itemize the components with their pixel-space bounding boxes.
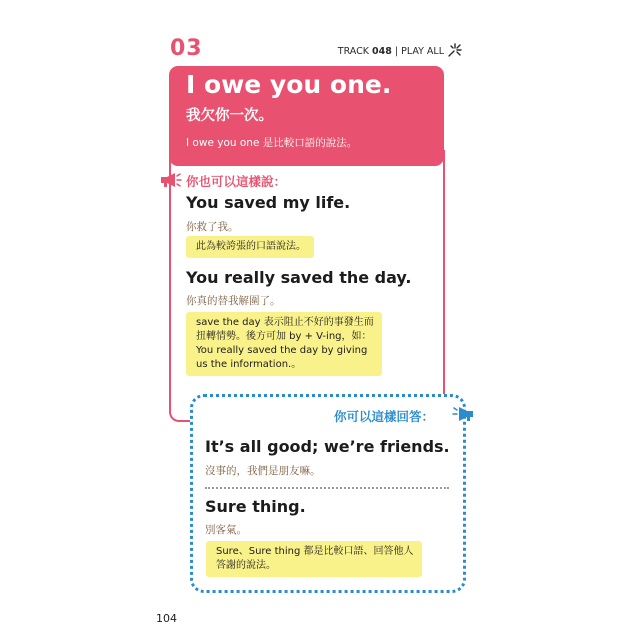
reply-phrase-2-note	[206, 541, 422, 577]
reply-phrase-1-translation: 沒事的，我們是朋友嘛。	[205, 465, 321, 477]
note-line: us the information.。	[196, 359, 302, 370]
main-phrase-note: I owe you one 是比較口語的說法。	[186, 137, 358, 149]
track-label[interactable]	[338, 46, 444, 57]
divider	[205, 487, 449, 489]
reply-section-label: 你可以這樣回答：	[334, 409, 435, 424]
alt-phrase-1-note: 此為較誇張的口語說法。	[186, 236, 314, 258]
track-number: 048	[372, 46, 392, 57]
track-prefix: TRACK	[337, 46, 372, 57]
alt-phrase-1-translation: 你救了我。	[186, 221, 239, 233]
megaphone-icon	[158, 172, 182, 188]
note-line: 答謝的說法。	[216, 560, 276, 571]
note-line: 扭轉情勢。後方可加 by + V-ing，如：	[196, 331, 372, 342]
alt-phrase-2-translation: 你真的替我解圍了。	[186, 295, 281, 307]
alt-phrase-2-note	[186, 312, 382, 376]
megaphone-icon	[452, 405, 476, 423]
play-all-label: | PLAY ALL	[391, 46, 444, 57]
alt-phrase-1: You saved my life.	[186, 193, 351, 212]
note-line: save the day 表示阻止不好的事發生而	[196, 317, 374, 328]
reply-phrase-1: It’s all good; we’re friends.	[205, 437, 450, 456]
alt-section-label: 你也可以這樣說：	[186, 174, 287, 189]
lesson-number: 03	[170, 36, 203, 61]
alt-phrase-2: You really saved the day.	[186, 268, 412, 287]
note-line: You really saved the day by giving	[196, 345, 368, 356]
reply-phrase-2-translation: 別客氣。	[205, 524, 247, 536]
sparkle-icon	[446, 41, 464, 59]
main-phrase: I owe you one.	[186, 70, 392, 99]
main-phrase-translation: 我欠你一次。	[186, 108, 273, 124]
note-line: Sure、Sure thing 都是比較口語、回答他人	[216, 546, 414, 557]
page-number: 104	[156, 612, 177, 625]
reply-phrase-2: Sure thing.	[205, 497, 306, 516]
